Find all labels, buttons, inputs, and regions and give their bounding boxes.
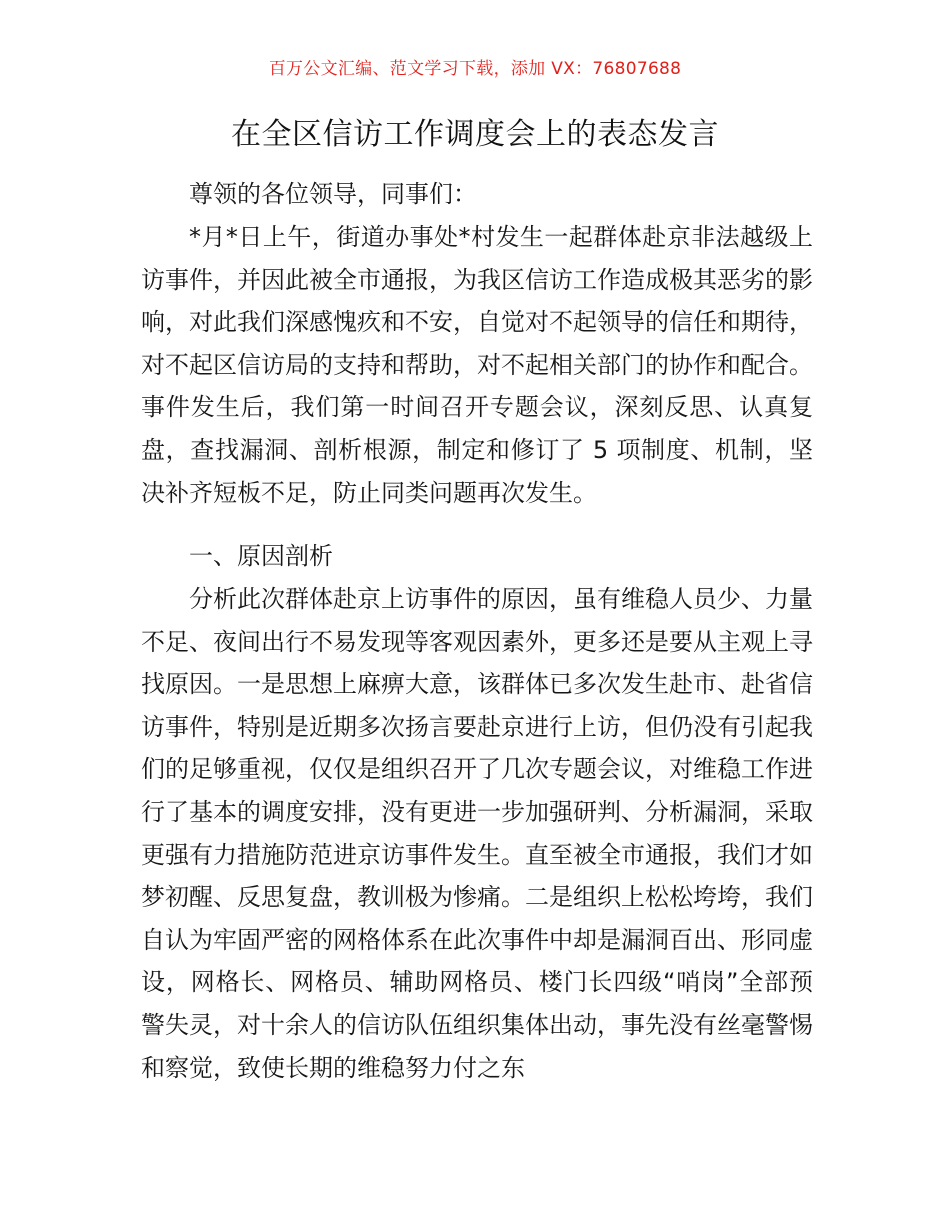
section-heading-1: 一、原因剖析: [189, 542, 333, 570]
paragraph-block-2: [141, 578, 813, 1089]
document-title: 在全区信访工作调度会上的表态发言: [231, 117, 719, 152]
salutation: 尊领的各位领导，同事们：: [189, 180, 477, 208]
body-paragraph-2: 分析此次群体赴京上访事件的原因，虽有维稳人员少、力量不足、夜间出行不易发现等客观因素外，更多还是要从主观上寻找原因。一是思想上麻痹大意，该群体已多次发生赴市、赴省信访事件，特别是近期多次扬言要赴京进行上访，但仍没有引起我们的足够重视，仅仅是组织召开了几次专题会议，对维稳工作进行了基本的调度安排，没有更进一步加强研判、分析漏洞，采取更强有力措施防范进京访事件发生。直至被全市通报，我们才如梦初醒、反思复盘，教训极为惨痛。二是组织上松松垮垮，我们自认为牢固严密的网格体系在此次事件中却是漏洞百出、形同虚设，网格长、网格员、辅助网格员、楼门长四级“哨岗”全部预警失灵，对十余人的信访队伍组织集体出动，事先没有丝毫警惕和察觉，致使长期的维稳努力付之东: [141, 585, 813, 1082]
body-paragraph-1: *月*日上午，街道办事处*村发生一起群体赴京非法越级上访事件，并因此被全市通报，为我区信访工作造成极其恶劣的影响，对此我们深感愧疚和不安，自觉对不起领导的信任和期待，对不起区信访局的支持和帮助，对不起相关部门的协作和配合。事件发生后，我们第一时间召开专题会议，深刻反思、认真复盘，查找漏洞、剖析根源，制定和修订了 5 项制度、机制，坚决补齐短板不足，防止同类问题再次发生。: [141, 223, 813, 507]
section-heading-block: [141, 535, 813, 578]
salutation-block: [141, 173, 813, 216]
header-note: 百万公文汇编、范文学习下载，添加 VX：76807688: [268, 59, 682, 79]
paragraph-block-1: [141, 216, 813, 514]
